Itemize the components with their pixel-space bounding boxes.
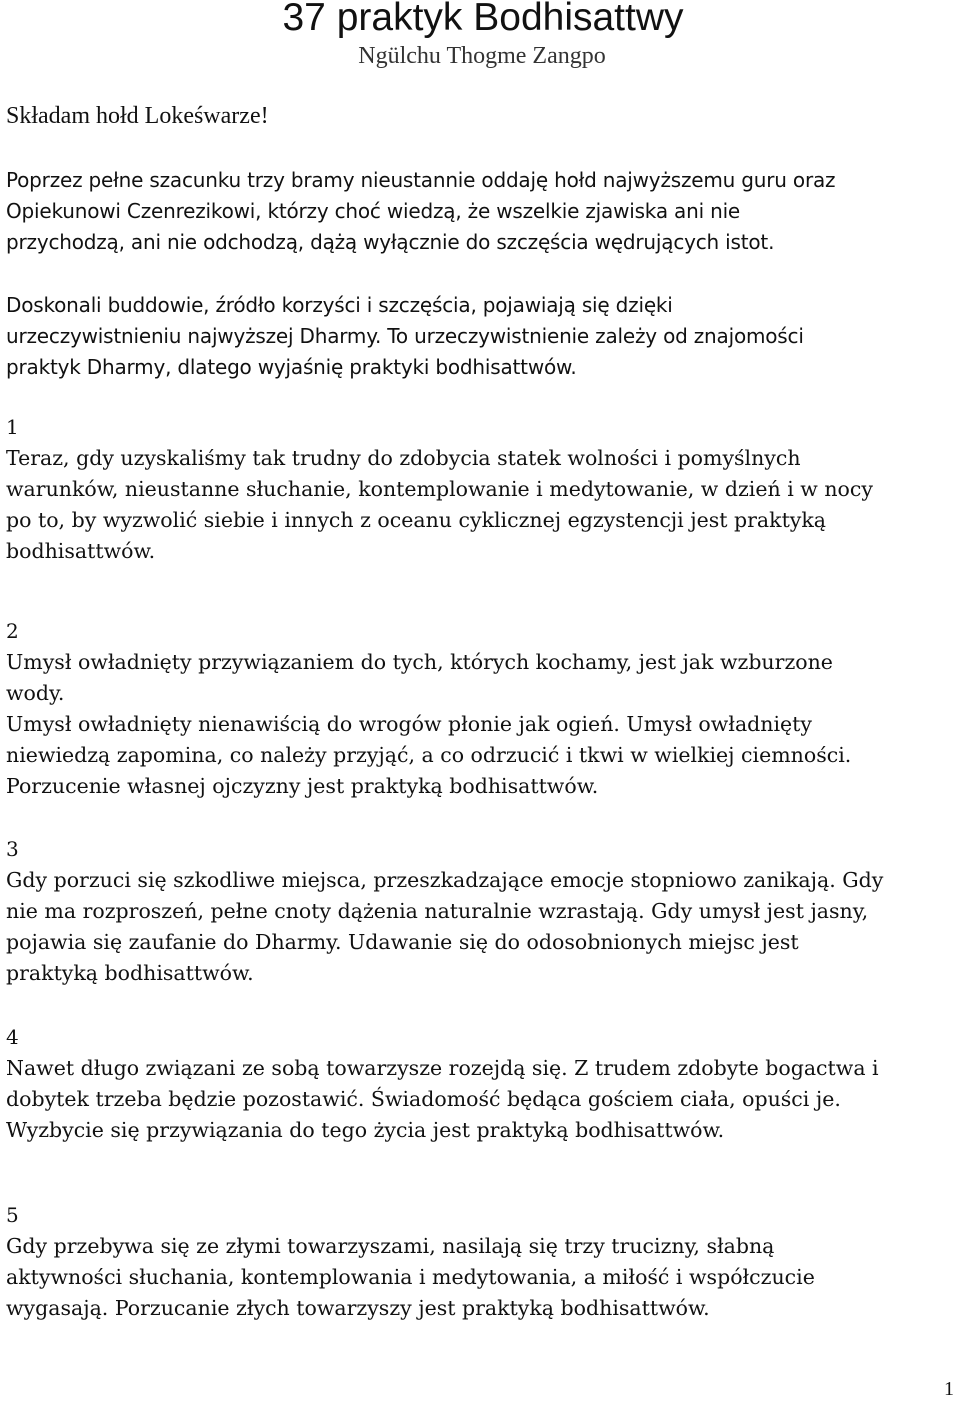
- text-line: aktywności słuchania, kontemplowania i medytowania, a miłość i współczucie: [6, 1265, 815, 1289]
- verse-number: 3: [6, 837, 19, 861]
- text-line: Nawet długo związani ze sobą towarzysze rozejdą się. Z trudem zdobyte bogactwa i: [6, 1056, 879, 1080]
- text-line: niewiedzą zapomina, co należy przyjąć, a co odrzucić i tkwi w wielkiej ciemności.: [6, 743, 852, 767]
- document-author: Ngülchu Thogme Zangpo: [358, 43, 606, 69]
- text-line: wygasają. Porzucanie złych towarzyszy jest praktyką bodhisattwów.: [6, 1296, 710, 1320]
- text-line: bodhisattwów.: [6, 539, 156, 563]
- text-line: warunków, nieustanne słuchanie, kontemplowanie i medytowanie, w dzień i w nocy: [6, 477, 873, 501]
- document-title: 37 praktyk Bodhisattwy: [282, 0, 684, 39]
- intro-paragraph-2: [6, 290, 960, 383]
- text-line: nie ma rozproszeń, pełne cnoty dążenia naturalnie wzrastają. Gdy umysł jest jasny,: [6, 899, 869, 923]
- text-line: Poprzez pełne szacunku trzy bramy nieustannie oddaję hołd najwyższemu guru oraz: [6, 168, 836, 192]
- verse-number: 4: [6, 1025, 19, 1049]
- text-line: Opiekunowi Czenrezikowi, którzy choć wiedzą, że wszelkie zjawiska ani nie: [6, 199, 741, 223]
- verse-5: [6, 1200, 960, 1324]
- text-line: Wyzbycie się przywiązania do tego życia jest praktyką bodhisattwów.: [6, 1118, 725, 1142]
- verse-4: [6, 1022, 960, 1146]
- verse-number: 2: [6, 619, 19, 643]
- text-line: Teraz, gdy uzyskaliśmy tak trudny do zdobycia statek wolności i pomyślnych: [6, 446, 801, 470]
- text-line: Gdy porzuci się szkodliwe miejsca, przeszkadzające emocje stopniowo zanikają. Gdy: [6, 868, 884, 892]
- text-line: Umysł owładnięty przywiązaniem do tych, których kochamy, jest jak wzburzone: [6, 650, 833, 674]
- verse-2: [6, 616, 960, 802]
- text-line: urzeczywistnieniu najwyższej Dharmy. To urzeczywistnienie zależy od znajomości: [6, 324, 804, 348]
- text-line: Umysł owładnięty nienawiścią do wrogów płonie jak ogień. Umysł owładnięty: [6, 712, 812, 736]
- text-line: praktyk Dharmy, dlatego wyjaśnię praktyki bodhisattwów.: [6, 355, 577, 379]
- text-line: dobytek trzeba będzie pozostawić. Świadomość będąca gościem ciała, opuści je.: [6, 1087, 841, 1111]
- text-line: pojawia się zaufanie do Dharmy. Udawanie się do odosobnionych miejsc jest: [6, 930, 799, 954]
- verse-number: 5: [6, 1203, 19, 1227]
- text-line: po to, by wyzwolić siebie i innych z oceanu cyklicznej egzystencji jest praktyką: [6, 508, 827, 532]
- intro-paragraph-1: [6, 165, 960, 258]
- text-line: Doskonali buddowie, źródło korzyści i szczęścia, pojawiają się dzięki: [6, 293, 673, 317]
- page-number: 1: [944, 1378, 954, 1400]
- verse-number: 1: [6, 415, 19, 439]
- homage-line: Składam hołd Lokeśwarze!: [6, 103, 269, 129]
- text-line: praktyką bodhisattwów.: [6, 961, 254, 985]
- text-line: przychodzą, ani nie odchodzą, dążą wyłącznie do szczęścia wędrujących istot.: [6, 230, 775, 254]
- text-line: wody.: [6, 681, 65, 705]
- text-line: Gdy przebywa się ze złymi towarzyszami, nasilają się trzy trucizny, słabną: [6, 1234, 775, 1258]
- verse-1: [6, 412, 960, 567]
- text-line: Porzucenie własnej ojczyzny jest praktyką bodhisattwów.: [6, 774, 599, 798]
- verse-3: [6, 834, 960, 989]
